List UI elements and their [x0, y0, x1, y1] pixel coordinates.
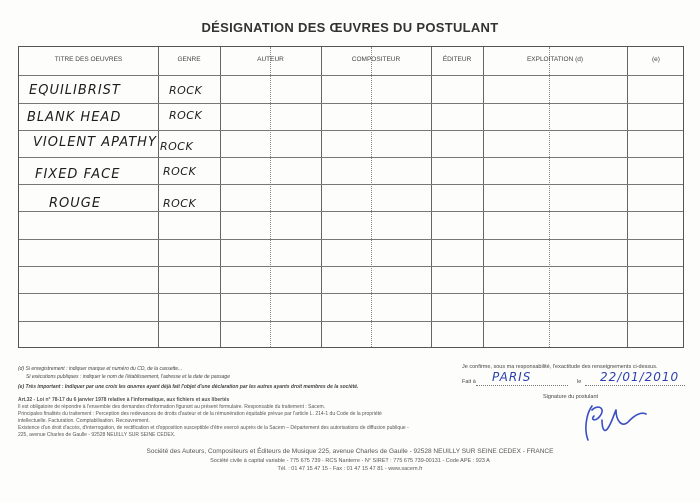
col-header-titre: TITRE DES OEUVRES	[54, 56, 123, 63]
city-field: PARIS	[492, 370, 532, 384]
work-title: VIOLENT APATHY	[33, 135, 157, 150]
col-header-exploitation: EXPLOITATION (d)	[526, 56, 584, 63]
col-header-compositeur: COMPOSITEUR	[351, 56, 401, 63]
note-d-line1: (d) Si enregistrement : indiquer marque et numéro du CD, de la cassette...	[18, 366, 183, 372]
work-title: ROUGE	[49, 196, 102, 211]
note-d-line2: Si exécutions publiques : indiquer le nom de l'établissement, l'adresse et la date de passage	[26, 374, 230, 380]
col-header-e: (e)	[652, 56, 660, 63]
work-title: EQUILIBRIST	[29, 83, 121, 98]
footer-line1: Société des Auteurs, Compositeurs et Éditeurs de Musique 225, avenue Charles de Gaulle - 92528 NEUILLY SUR SEINE CEDEX - FRANCE	[146, 448, 554, 455]
work-genre: ROCK	[160, 140, 194, 153]
work-genre: ROCK	[169, 84, 203, 97]
col-header-genre: GENRE	[177, 56, 201, 63]
legal-line2: Il est obligatoire de répondre à l'ensemble des demandes d'information figurant au présent formulaire. Responsable du traitement : Sacem.	[18, 404, 326, 410]
note-e: (e) Très important : Indiquer par une croix les œuvres ayant déjà fait l'objet d'une déclaration par les autres ayants droit membres de la société.	[18, 384, 359, 390]
le-label: le	[577, 379, 582, 385]
signature-mark	[578, 400, 650, 446]
work-title: BLANK HEAD	[27, 110, 122, 125]
footer-line3: Tél. : 01 47 15 47 15 - Fax : 01 47 15 47 81 - www.sacem.fr	[277, 466, 423, 472]
legal-line6: 225, avenue Charles de Gaulle - 92528 NEUILLY SUR SEINE CEDEX.	[18, 432, 176, 438]
work-genre: ROCK	[163, 197, 197, 210]
legal-line3: Principales finalités du traitement : Perception des redevances de droits d'auteur et de la rémunération équitable prévue par l'article L. 214-1 du Code de la propriété	[18, 411, 382, 417]
signature-label: Signature du postulant	[543, 394, 599, 400]
legal-line4: intellectuelle. Facturation. Comptabilisation. Recouvrement.	[18, 418, 150, 424]
work-genre: ROCK	[169, 109, 203, 122]
work-genre: ROCK	[163, 165, 197, 178]
legal-line5: Existence d'un droit d'accès, d'interrogation, de rectification et d'opposition susceptible d'être exercé auprès de la Sacem – Département des autorisations de diffusion publique -	[18, 425, 409, 431]
date-field: 22/01/2010	[600, 370, 680, 384]
work-title: FIXED FACE	[35, 167, 121, 182]
col-header-auteur: AUTEUR	[257, 56, 284, 63]
legal-line1: Art.32 - Loi n° 78-17 du 6 janvier 1978 relative à l'informatique, aux fichiers et aux libertés	[18, 397, 230, 403]
fait-a-label: Fait à	[462, 379, 476, 385]
footer-line2: Société civile à capital variable - 775 675 739 - RCS Nanterre - N° SIRET : 775 675 739-00131 - Code APE : 923 A	[210, 458, 490, 464]
confirm-text: Je confirme, sous ma responsabilité, l'exactitude des renseignements ci-dessus.	[462, 364, 658, 370]
col-header-editeur: ÉDITEUR	[442, 56, 472, 63]
page-title: DÉSIGNATION DES ŒUVRES DU POSTULANT	[201, 20, 499, 35]
works-table	[18, 46, 684, 348]
